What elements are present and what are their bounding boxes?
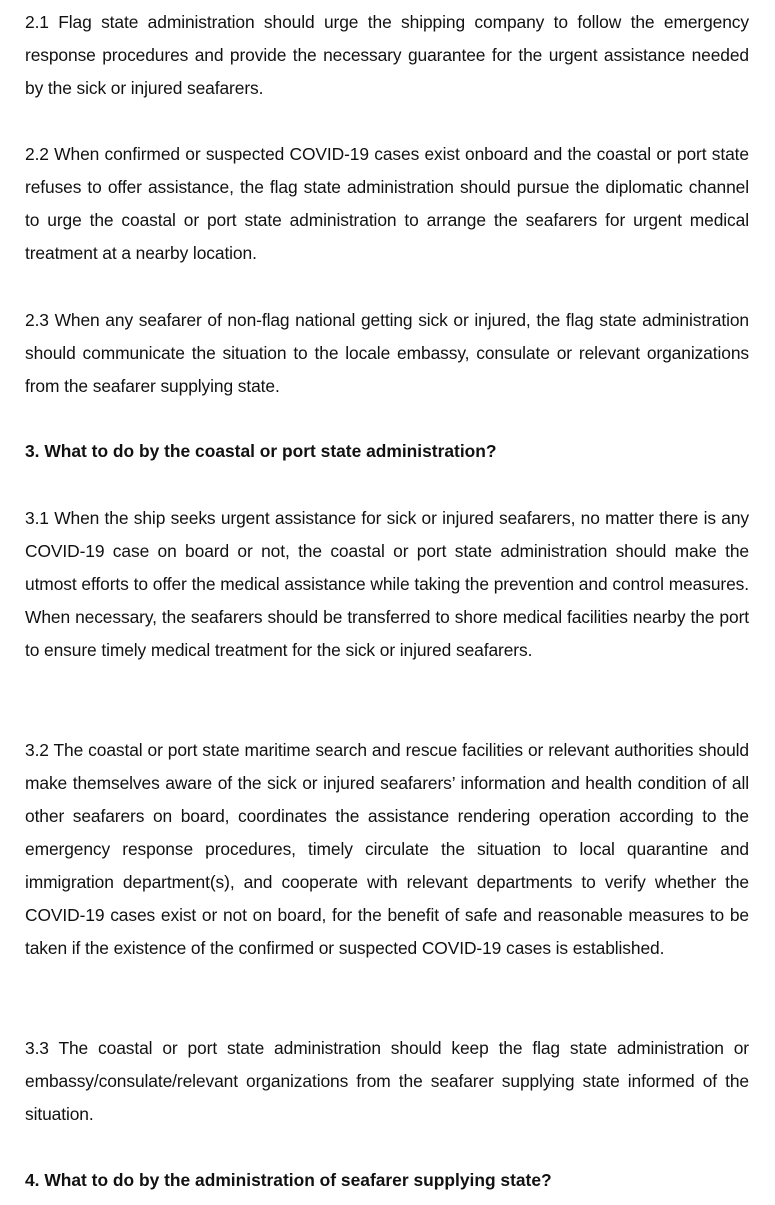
paragraph-2-2: 2.2 When confirmed or suspected COVID-19 cases exist onboard and the coastal or port state refuses to offer assistance, the flag state administration should pursue the diplomatic channel to urge the coastal or port state administration to arrange the seafarers for urgent medical treatment at a nearby location. <box>25 144 749 263</box>
paragraph-2-3: 2.3 When any seafarer of non-flag national getting sick or injured, the flag state administration should communicate the situation to the locale embassy, consulate or relevant organizations from the seafarer supplying state. <box>25 310 749 396</box>
paragraph-2-1: 2.1 Flag state administration should urge the shipping company to follow the emergency response procedures and provide the necessary guarantee for the urgent assistance needed by the sick or injured seafarers. <box>25 12 749 98</box>
paragraph-3-2: 3.2 The coastal or port state maritime search and rescue facilities or relevant authorities should make themselves aware of the sick or injured seafarers’ information and health condition of all other seafarers on board, coordinates the assistance rendering operation according to the emergency response procedures, timely circulate the situation to local quarantine and immigration department(s), and cooperate with relevant departments to verify whether the COVID-19 cases exist or not on board, for the benefit of safe and reasonable measures to be taken if the existence of the confirmed or suspected COVID-19 cases is established. <box>25 740 749 958</box>
section-heading-4: 4. What to do by the administration of seafarer supplying state? <box>25 1170 552 1190</box>
section-heading-3: 3. What to do by the coastal or port state administration? <box>25 441 497 461</box>
paragraph-3-3: 3.3 The coastal or port state administration should keep the flag state administration or embassy/consulate/relevant organizations from the seafarer supplying state informed of the situation. <box>25 1038 749 1124</box>
paragraph-3-1: 3.1 When the ship seeks urgent assistance for sick or injured seafarers, no matter there is any COVID-19 case on board or not, the coastal or port state administration should make the utmost efforts to offer the medical assistance while taking the prevention and control measures. When necessary, the seafarers should be transferred to shore medical facilities nearby the port to ensure timely medical treatment for the sick or injured seafarers. <box>25 508 749 660</box>
